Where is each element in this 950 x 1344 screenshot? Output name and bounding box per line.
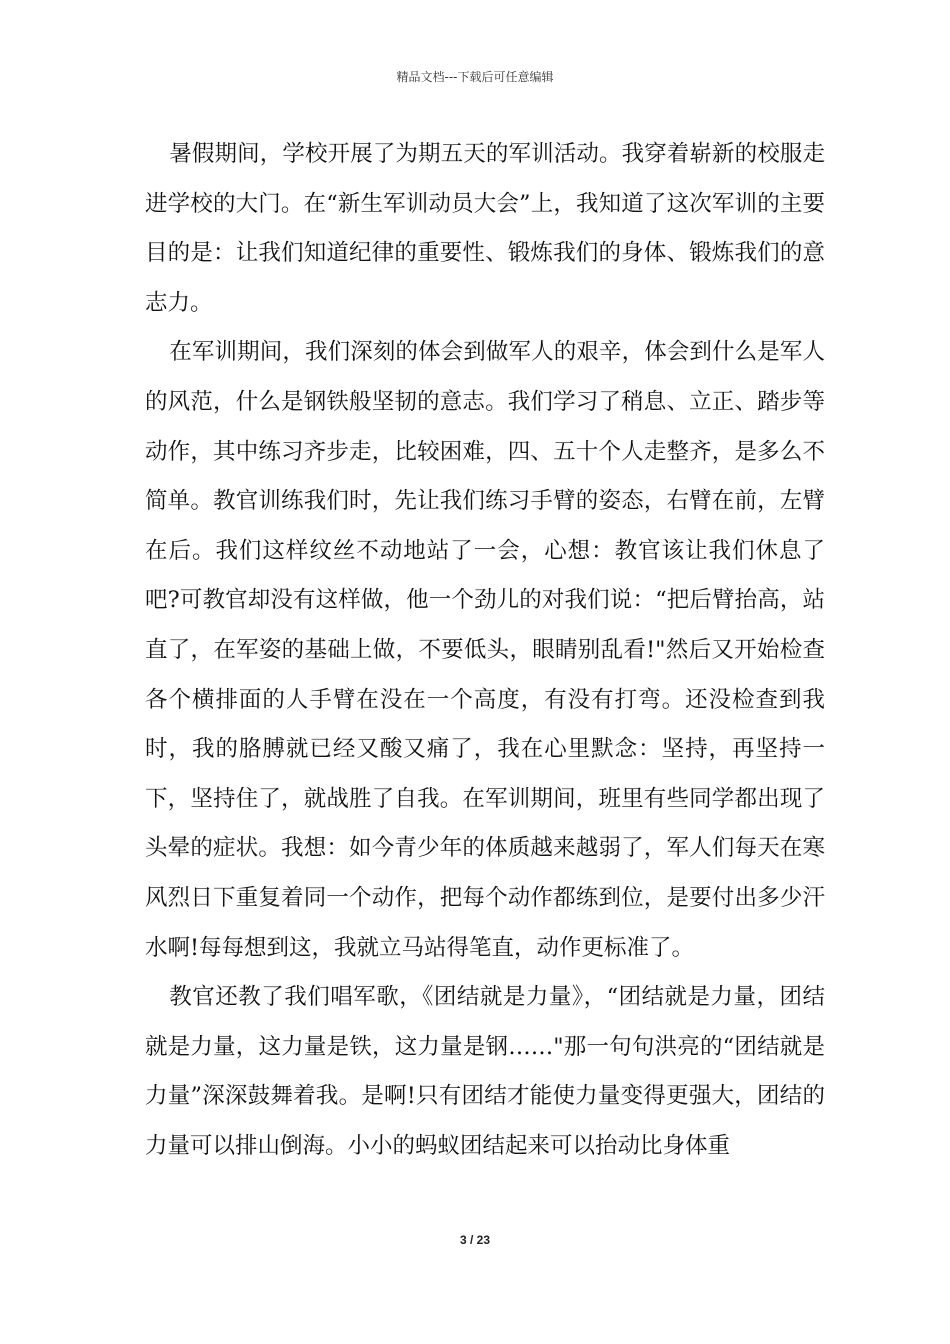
paragraph: 教官还教了我们唱军歌，《团结就是力量》，“团结就是力量，团结就是力量，这力量是铁，这力量是钢……"那一句句洪亮的“团结就是力量”深深鼓舞着我。是啊!只有团结才能使力量变得更强大，团结的力量可以排山倒海。小小的蚂蚁团结起来可以抬动比身体重 — [145, 984, 825, 1159]
paragraph: 暑假期间，学校开展了为期五天的军训活动。我穿着崭新的校服走进学校的大门。在“新生军训动员大会”上，我知道了这次军训的主要目的是：让我们知道纪律的重要性、锻炼我们的身体、锻炼我们的意志力。 — [145, 141, 825, 316]
page-number: 3 / 23 — [459, 1233, 491, 1247]
document-body — [145, 130, 825, 1171]
paragraph: 在军训期间，我们深刻的体会到做军人的艰辛，体会到什么是军人的风范，什么是钢铁般坚韧的意志。我们学习了稍息、立正、踏步等动作，其中练习齐步走，比较困难，四、五十个人走整齐，是多么不简单。教官训练我们时，先让我们练习手臂的姿态，右臂在前，左臂在后。我们这样纹丝不动地站了一会，心想：教官该让我们休息了吧?可教官却没有这样做，他一个劲儿的对我们说：“把后臂抬高，站直了，在军姿的基础上做，不要低头，眼睛别乱看!"然后又开始检查各个横排面的人手臂在没在一个高度，有没有打弯。还没检查到我时，我的胳膊就已经又酸又痛了，我在心里默念：坚持，再坚持一下，坚持住了，就战胜了自我。在军训期间，班里有些同学都出现了头晕的症状。我想：如今青少年的体质越来越弱了，军人们每天在寒风烈日下重复着同一个动作，把每个动作都练到位，是要付出多少汗水啊!每每想到这，我就立马站得笔直，动作更标准了。 — [145, 339, 825, 961]
page-header: 精品文档---下载后可任意编辑 — [396, 70, 554, 84]
